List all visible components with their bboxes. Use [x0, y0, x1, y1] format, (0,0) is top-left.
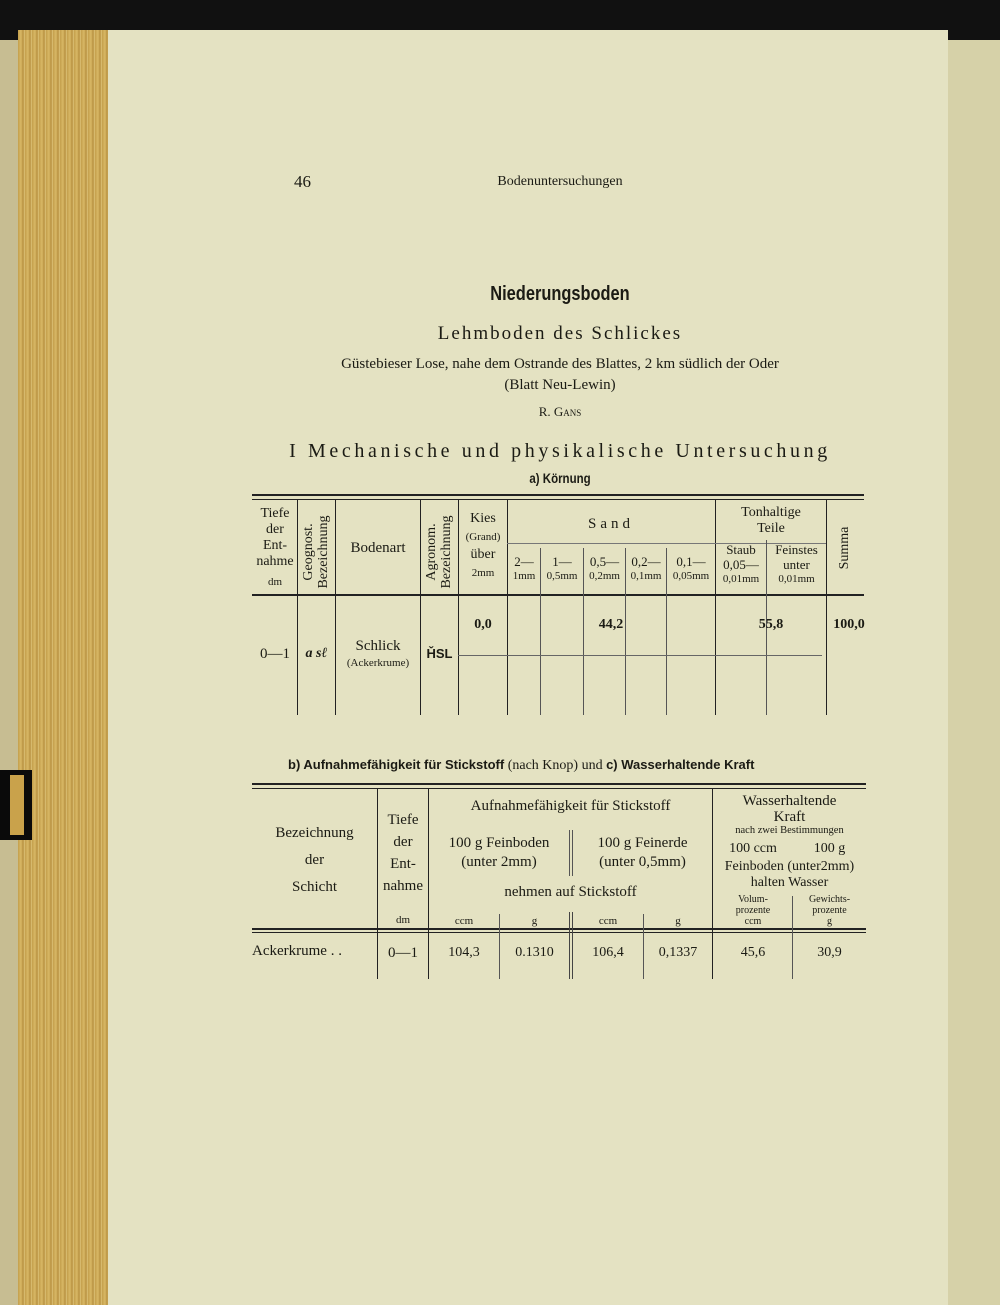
header-wasser-halten: halten Wasser — [750, 875, 829, 890]
ton-fraction-staub: Staub 0,05— 0,01mm — [722, 542, 760, 585]
unit-ccm-1: ccm — [454, 915, 474, 927]
book-page-edges — [18, 30, 118, 1305]
cell-feinboden-g: 0.1310 — [515, 945, 554, 960]
bookmark-tab-inner — [10, 775, 24, 835]
cell-tiefe: 0—1 — [260, 646, 290, 662]
col-rule — [826, 500, 827, 715]
header-tiefe-unit: dm — [395, 914, 411, 926]
table-header-rule — [252, 928, 866, 930]
header-wasser-ccm: 100 ccm — [729, 841, 777, 856]
table-header-rule — [252, 594, 864, 596]
page-title: Niederungsboden — [490, 283, 630, 305]
sand-fraction-5: 0,1— 0,05mm — [672, 554, 710, 582]
sand-fraction-1: 2— 1mm — [512, 554, 536, 582]
cell-kies: 0,0 — [474, 617, 492, 632]
header-kies: Kies (Grand) über 2mm — [465, 511, 501, 579]
data-sub-rule — [458, 655, 822, 656]
feinboden-divider — [569, 830, 570, 876]
table-top-rule — [252, 494, 864, 496]
header-nehmen: nehmen auf Stickstoff — [504, 884, 637, 900]
cell-agronom: ȞSL — [426, 646, 453, 661]
unit-g-1: g — [531, 915, 538, 927]
header-wasser: Wasserhaltende Kraft — [742, 793, 837, 825]
page-number: 46 — [294, 172, 311, 191]
cell-summa: 100,0 — [833, 617, 865, 632]
running-title: Bodenuntersuchungen — [497, 174, 623, 189]
header-feinboden: 100 g Feinboden (unter 2mm) — [448, 835, 550, 870]
header-tiefe: Tiefe der Ent- nahme — [383, 812, 423, 894]
subtitle: Lehmboden des Schlickes — [437, 323, 683, 344]
author: R. Gans — [538, 404, 582, 419]
cell-bodenart-sub: (Ackerkrume) — [346, 657, 410, 669]
col-rule — [335, 500, 336, 715]
section-title: I Mechanische und physikalische Untersuchung — [289, 440, 831, 462]
header-agronom: Agronom. Bezeichnung — [424, 515, 454, 589]
location-line-2: (Blatt Neu-Lewin) — [504, 377, 616, 393]
table-top-rule-2 — [252, 499, 864, 500]
header-wasser-feinboden: Feinboden (unter2mm) — [724, 859, 855, 874]
cell-ton: 55,8 — [758, 617, 784, 632]
sand-fraction-3: 0,5— 0,2mm — [589, 554, 620, 582]
header-wasser-note: nach zwei Bestimmungen — [735, 825, 844, 836]
unit-g-2: g — [675, 915, 681, 927]
table-header-rule-2 — [252, 932, 866, 933]
header-wasser-g: 100 g — [813, 841, 846, 856]
section-bc-title: b) Aufnahmefähigkeit für Stickstoff (nach Knop) und c) Wasserhaltende Kraft — [288, 757, 755, 773]
header-aufnahme: Aufnahmefähigkeit für Stickstoff — [470, 798, 671, 814]
header-sand: Sand — [588, 516, 634, 532]
cell-volumprozente: 45,6 — [740, 945, 766, 960]
data-divider — [569, 912, 570, 979]
cell-feinerde-ccm: 106,4 — [592, 945, 624, 960]
cell-bezeichnung: Ackerkrume . . — [252, 943, 342, 959]
right-page-edge — [948, 40, 1000, 1305]
page — [108, 30, 948, 1305]
header-bezeichnung: Bezeichnung der Schicht — [275, 825, 354, 895]
header-tiefe-unit: dm — [267, 576, 283, 588]
cell-sand: 44,2 — [598, 617, 624, 632]
sand-fraction-2: 1— 0,5mm — [546, 554, 578, 582]
header-tonhaltige: Tonhaltige Teile — [741, 505, 801, 536]
ton-fraction-feinstes: Feinstes unter 0,01mm — [775, 542, 818, 585]
unit-ccm-2: ccm — [598, 915, 618, 927]
col-rule — [420, 500, 421, 715]
header-summa: Summa — [837, 526, 852, 570]
cell-tiefe: 0—1 — [388, 945, 418, 961]
cell-geognost: a sℓ — [305, 646, 328, 661]
header-feinerde: 100 g Feinerde (unter 0,5mm) — [597, 835, 688, 870]
sand-sub-rule — [507, 543, 715, 544]
section-a-title: a) Körnung — [529, 470, 591, 486]
header-geognost: Geognost. Bezeichnung — [301, 515, 331, 589]
header-bodenart: Bodenart — [350, 540, 406, 556]
left-page-margin — [0, 40, 18, 1305]
table-top-rule-2 — [252, 788, 866, 789]
header-tiefe: Tiefe der Ent- nahme — [256, 506, 294, 569]
cell-bodenart: Schlick — [355, 638, 401, 654]
cell-feinerde-g: 0,1337 — [658, 945, 698, 960]
cell-gewichtsprozente: 30,9 — [817, 945, 842, 960]
header-volumprozente: Volum- prozente ccm — [735, 894, 771, 927]
sand-fraction-4: 0,2— 0,1mm — [630, 554, 662, 582]
cell-feinboden-ccm: 104,3 — [448, 945, 480, 960]
table-top-rule — [252, 783, 866, 785]
header-gewichtsprozente: Gewichts- prozente g — [808, 894, 851, 927]
location-line-1: Güstebieser Lose, nahe dem Ostrande des Blattes, 2 km südlich der Oder — [341, 356, 779, 372]
